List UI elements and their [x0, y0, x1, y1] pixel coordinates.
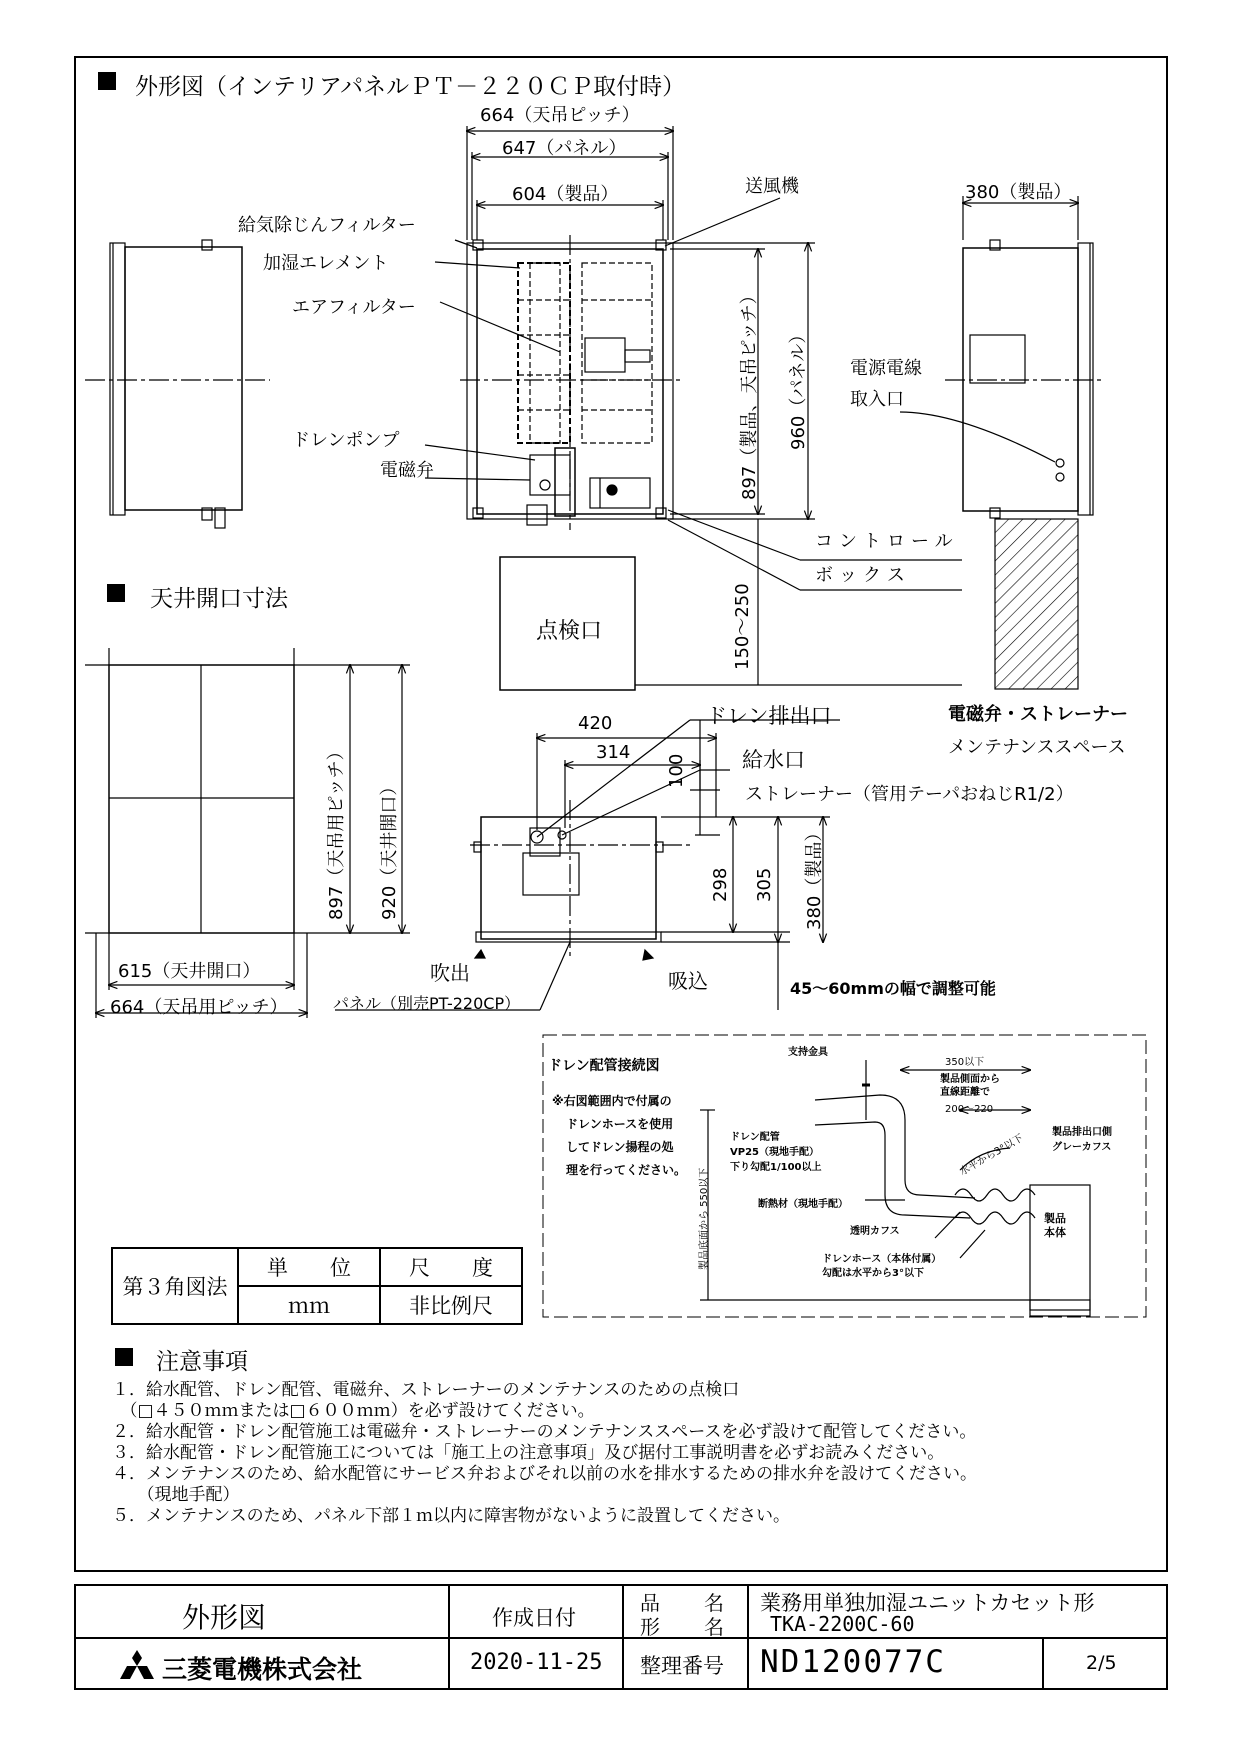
mitsubishi-logo-icon: [116, 1649, 158, 1681]
label-power-inlet-2: 取入口: [850, 389, 904, 410]
label-blower: 送風機: [745, 176, 799, 197]
section-marker-icon: [115, 1348, 133, 1366]
drain-angle: 水平から3°以下: [958, 1132, 1026, 1178]
note-line: （□４５０ｍｍまたは□６００ｍｍ）を必ず設けてください。: [112, 1401, 595, 1421]
section-marker-icon: [107, 584, 125, 602]
drain-note-1: ※右図範囲内で付属の: [552, 1094, 672, 1108]
drain-body-1: 製品: [1044, 1212, 1066, 1225]
drain-height: 製品底面から 550以下: [699, 1167, 710, 1270]
label-humid-element: 加湿エレメント: [263, 253, 389, 274]
dim-960-panel: 960（パネル）: [788, 325, 809, 450]
item-label-1: 品 名: [640, 1591, 736, 1615]
note-line: １．給水配管、ドレン配管、電磁弁、ストレーナーのメンテナンスのための点検口: [112, 1380, 740, 1400]
drain-hose-2: 勾配は水平から3°以下: [822, 1268, 924, 1279]
drain-d350: 350以下: [945, 1057, 985, 1068]
drain-pipe-2: VP25（現地手配）: [730, 1147, 819, 1158]
created-label: 作成日付: [492, 1606, 576, 1630]
projection-method: 第３角図法: [112, 1248, 238, 1324]
front-dimension-lines: [467, 126, 815, 685]
dim-380-product: 380（製品）: [965, 182, 1072, 203]
product-name: 業務用単独加湿ユニットカセット形: [760, 1591, 1095, 1615]
doc-type: 外形図: [182, 1601, 267, 1634]
side-view-right: [900, 196, 1105, 689]
dim-897-ceiling-pitch: 897（天吊用ピッチ）: [326, 742, 347, 920]
label-control-2: ボックス: [815, 565, 911, 586]
note-line: ２．給水配管・ドレン配管施工は電磁弁・ストレーナーのメンテナンススペースを必ず設けて配管してください。: [112, 1422, 977, 1442]
dim-664-ceiling-pitch: 664（天吊用ピッチ）: [110, 997, 288, 1018]
page-number: 2/5: [1086, 1652, 1117, 1674]
dim-420: 420: [578, 713, 613, 734]
drain-side-1: 製品側面から: [940, 1074, 1000, 1085]
company-name: 三菱電機株式会社: [162, 1655, 363, 1684]
label-water-inlet: 給水口: [742, 748, 805, 772]
notes-list: [112, 1380, 1132, 1527]
drain-clear-cuff: 透明カフス: [850, 1226, 900, 1237]
dim-920-ceiling-opening: 920（天井開口）: [379, 777, 400, 920]
dim-647-panel: 647（パネル）: [502, 138, 627, 159]
scale-header: 尺 度: [380, 1248, 522, 1286]
note-line: ４．メンテナンスのため、給水配管にサービス弁およびそれ以前の水を排水するための排水弁を設けてください。: [112, 1464, 977, 1484]
dim-100: 100: [666, 753, 687, 788]
drain-detail-title: ドレン配管接続図: [548, 1058, 660, 1074]
notes-section-title: 注意事項: [156, 1349, 248, 1375]
item-label-2: 形 名: [640, 1615, 736, 1639]
label-drain-outlet: ドレン排出口: [706, 704, 832, 728]
section-marker-icon: [98, 72, 116, 90]
label-intake: 吸込: [668, 969, 708, 993]
drain-cuff-1: 製品排出口側: [1052, 1127, 1112, 1138]
scale-value: 非比例尺: [380, 1286, 522, 1324]
label-panel-sold: パネル（別売PT-220CP）: [333, 994, 521, 1013]
drain-bracket: 支持金具: [788, 1047, 828, 1058]
label-supply-filter: 給気除じんフィルター: [238, 215, 416, 236]
label-maint-1: 電磁弁・ストレーナー: [948, 704, 1128, 725]
dim-604-product: 604（製品）: [512, 184, 619, 205]
side-view-left: [85, 240, 270, 528]
note-line: ５．メンテナンスのため、パネル下部１ｍ以内に障害物がないように設置してください。: [112, 1506, 790, 1526]
dim-664-pitch: 664（天吊ピッチ）: [480, 105, 640, 126]
dim-380-product-b: 380（製品）: [804, 823, 825, 930]
drain-cuff-2: グレーカフス: [1052, 1142, 1112, 1153]
label-power-inlet-1: 電源電線: [850, 358, 922, 379]
note-line: ３．給水配管・ドレン配管施工については「施工上の注意事項」及び据付工事説明書を必ずお読みください。: [112, 1443, 945, 1463]
model-number: TKA-2200C-60: [770, 1612, 915, 1636]
front-view: [460, 235, 680, 530]
drain-pipe-3: 下り勾配1/100以上: [730, 1162, 822, 1173]
dim-150-250: 150～250: [732, 583, 753, 670]
label-adjustable: 45～60mmの幅で調整可能: [790, 979, 996, 998]
ref-number: ND120077C: [760, 1644, 946, 1680]
label-air-filter: エアフィルター: [292, 297, 416, 318]
drain-pipe-1: ドレン配管: [730, 1132, 780, 1143]
drain-insul: 断熱材（現地手配）: [758, 1199, 848, 1210]
dim-314: 314: [596, 742, 631, 763]
label-maint-2: メンテナンススペース: [948, 737, 1126, 758]
ceiling-section-title: 天井開口寸法: [150, 586, 288, 612]
label-control-1: コントロール: [815, 531, 959, 552]
dim-897-product-pitch: 897（製品、天吊ピッチ）: [739, 286, 760, 500]
projection-scale-table: [111, 1247, 523, 1325]
outline-section-title: 外形図（インテリアパネルＰＴ－２２０ＣＰ取付時）: [135, 74, 686, 100]
label-inspection: 点検口: [536, 619, 603, 644]
created-date: 2020-11-25: [470, 1650, 603, 1675]
unit-value: ｍｍ: [238, 1286, 380, 1324]
drain-body-2: 本体: [1044, 1226, 1066, 1239]
label-solenoid: 電磁弁: [380, 460, 434, 481]
drain-note-2: ドレンホースを使用: [566, 1117, 674, 1131]
note-line: （現地手配）: [112, 1485, 240, 1505]
dim-615-ceiling-opening: 615（天井開口）: [118, 961, 261, 982]
drain-note-3: してドレン揚程の処: [566, 1140, 674, 1154]
drain-note-4: 理を行ってください。: [566, 1163, 687, 1177]
ref-label: 整理番号: [640, 1654, 724, 1678]
dim-305: 305: [754, 867, 775, 902]
label-drain-pump: ドレンポンプ: [292, 430, 400, 451]
label-blow-out: 吹出: [430, 961, 470, 985]
dim-298: 298: [710, 867, 731, 902]
drain-hose-1: ドレンホース（本体付属）: [822, 1254, 942, 1265]
drain-d200-220: 200～220: [945, 1104, 994, 1115]
drain-side-2: 直線距離で: [940, 1087, 990, 1098]
unit-header: 単 位: [238, 1248, 380, 1286]
label-strainer: ストレーナー（管用テーパおねじR1/2）: [745, 784, 1074, 805]
